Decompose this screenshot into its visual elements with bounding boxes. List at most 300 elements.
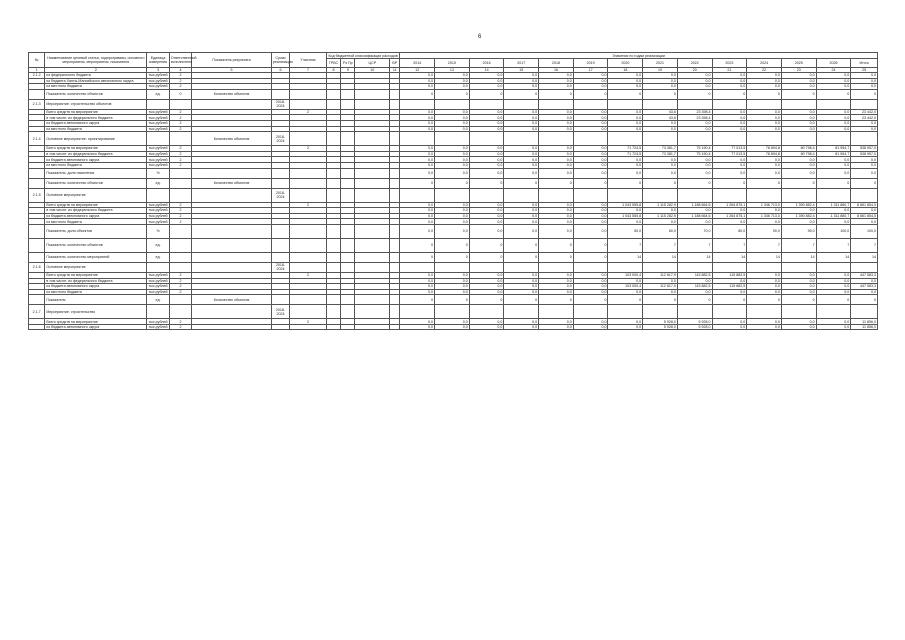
budget-table [28, 52, 878, 330]
cell-year-value [400, 262, 435, 272]
cell-year-value: 0,0 [781, 162, 816, 168]
cell-year-value: 0,0 [435, 213, 470, 219]
cell-b [326, 178, 340, 188]
cell-unit: тыс.рублей [148, 289, 168, 294]
year-header: 2021 [643, 59, 678, 68]
column-number: 15 [504, 68, 539, 73]
cell-e [341, 252, 355, 262]
cell-year-value: 0,0 [643, 168, 678, 178]
cell-ind: Количество объектов [192, 89, 272, 99]
cell-c: 2 [290, 146, 327, 152]
cell-year-value: 0,0 [747, 168, 782, 178]
cell-year-value: 100,0 [816, 224, 851, 238]
cell-year-value: 0,0 [469, 284, 504, 290]
cell-year-value: 0,0 [816, 115, 851, 121]
cell-ind: Количество объектов [192, 132, 272, 146]
cell-year-value: 0,0 [435, 278, 470, 284]
cell-f [355, 324, 390, 330]
cell-total: 8 661 854,5 [851, 213, 878, 219]
cell-name: из местного бюджета [45, 162, 147, 168]
cell-year-value: 0,0 [504, 272, 539, 278]
cell-year-value: 0,0 [816, 84, 851, 90]
cell-year-value: 77 013,5 [712, 146, 747, 152]
cell-a: 2 [169, 157, 191, 163]
column-number: 6 [271, 68, 289, 73]
cell-year-value: 0,0 [643, 289, 678, 295]
cell-year-value: 0,0 [400, 109, 435, 115]
cell-unit: тыс.рублей [148, 208, 168, 213]
cell-d [271, 324, 289, 330]
cell-year-value [712, 99, 747, 109]
cell-year-value: 115 882,5 [677, 272, 712, 278]
cell-year-value: 0,0 [469, 208, 504, 214]
cell-year-value: 0,0 [643, 219, 678, 225]
cell-year-value: 0,0 [504, 84, 539, 90]
cell-unit: тыс.рублей [148, 325, 168, 330]
cell-c [290, 324, 327, 330]
cell-year-value: 0 [677, 89, 712, 99]
cell-year-value [643, 132, 678, 146]
cell-year-value: 0,0 [781, 78, 816, 84]
cell-f [355, 168, 390, 178]
cell-year-value: 0,0 [747, 208, 782, 214]
cell-year-value: 0,0 [400, 284, 435, 290]
cell-year-value: 0 [435, 89, 470, 99]
cell-total: 0,0 [851, 208, 878, 214]
cell-year-value: 1 188 664,6 [677, 202, 712, 208]
column-number: 3 [147, 68, 169, 73]
cell-unit: тыс.рублей [148, 319, 168, 324]
cell-year-value: 1 311 880,7 [816, 213, 851, 219]
cell-year-value: 0,0 [539, 272, 574, 278]
cell-year-value [643, 305, 678, 319]
cell-year-value: 0 [400, 252, 435, 262]
cell-total: 0,0 [851, 289, 878, 295]
cell-ind [192, 99, 272, 109]
cell-year-value: 0,0 [747, 162, 782, 168]
cell-year-value [573, 305, 608, 319]
cell-year-value: 0,0 [539, 126, 574, 132]
column-number: 12 [400, 68, 435, 73]
cell-a: 2 [169, 146, 191, 152]
cell-year-value: 81 954,7 [816, 151, 851, 157]
cell-year-value: 95,0 [781, 224, 816, 238]
cell-year-value: 0 [469, 252, 504, 262]
cell-year-value: 103 000,4 [608, 272, 643, 278]
cell-unit: тыс.рублей [148, 84, 168, 89]
cell-year-value: 0,0 [400, 219, 435, 225]
cell-unit: ед. [147, 295, 169, 305]
cell-d [271, 252, 289, 262]
cell-year-value [712, 188, 747, 202]
cell-a: 2 [169, 202, 191, 208]
table-row [29, 238, 878, 252]
cell-name: из местного бюджета [45, 219, 147, 225]
cell-year-value: 0,0 [539, 224, 574, 238]
cell-year-value: 0,0 [573, 73, 608, 79]
column-number: 11 [390, 68, 400, 73]
cell-year-value: 7 [781, 238, 816, 252]
cell-year-value: 0 [539, 252, 574, 262]
cell-year-value: 0,0 [781, 84, 816, 90]
cell-year-value [643, 262, 678, 272]
cell-f [355, 99, 390, 109]
cell-year-value: 14 [747, 252, 782, 262]
cell-year-value: 0,0 [781, 120, 816, 126]
page-number: 6 [478, 34, 482, 40]
cell-e [341, 262, 355, 272]
cell-year-value: 0,0 [643, 208, 678, 214]
cell-year-value [747, 132, 782, 146]
cell-year-value: 0,0 [677, 162, 712, 168]
cell-year-value [504, 132, 539, 146]
cell-c [290, 238, 327, 252]
cell-unit [147, 305, 169, 319]
cell-year-value: 0,0 [539, 208, 574, 214]
cell-name: Показатель [45, 295, 147, 305]
cell-year-value [747, 99, 782, 109]
cell-year-value: 0 [608, 295, 643, 305]
cell-year-value: 0,0 [469, 319, 504, 325]
year-header: 2025 [781, 59, 816, 68]
cell-year-value: 0,0 [781, 73, 816, 79]
col-dates: Сроки реализации [271, 53, 289, 68]
cell-year-value: 0,0 [539, 109, 574, 115]
cell-e [341, 99, 355, 109]
cell-year-value: 1 115 282,9 [643, 202, 678, 208]
cell-year-value: 0,0 [435, 324, 470, 330]
cell-year-value: 0 [435, 238, 470, 252]
cell-g [390, 295, 400, 305]
cell-unit: тыс.рублей [148, 163, 168, 168]
cell-year-value [677, 262, 712, 272]
cell-year-value [712, 262, 747, 272]
year-header: 2017 [504, 59, 539, 68]
cell-unit: тыс.рублей [148, 219, 168, 224]
column-number: 8 [326, 68, 340, 73]
year-header: 2022 [677, 59, 712, 68]
cell-unit: тыс.рублей [148, 110, 168, 115]
cell-f [355, 132, 390, 146]
cell-year-value: 0,0 [504, 319, 539, 325]
cell-unit [147, 188, 169, 202]
cell-year-value: 0,0 [608, 208, 643, 214]
cell-year-value [677, 132, 712, 146]
cell-unit: % [147, 168, 169, 178]
cell-ind: Количество объектов [192, 178, 272, 188]
cell-year-value: 0,0 [539, 157, 574, 163]
table-row [29, 324, 878, 330]
cell-year-value: 0,0 [816, 324, 851, 330]
cell-year-value [608, 99, 643, 109]
cell-year-value: 0 [781, 295, 816, 305]
cell-year-value: 23 398,4 [677, 115, 712, 121]
cell-year-value: 0,0 [747, 115, 782, 121]
cell-unit: ед. [147, 238, 169, 252]
cell-ind [192, 168, 272, 178]
cell-year-value: 0,0 [608, 324, 643, 330]
column-number: 24 [816, 68, 851, 73]
cell-name: из бюджета Ханты-Мансийского автономного округа [45, 78, 147, 84]
cell-year-value [816, 99, 851, 109]
cell-year-value: 0 [677, 178, 712, 188]
table-row [29, 252, 878, 262]
cell-total: 0,0 [851, 278, 878, 284]
cell-year-value: 0,0 [677, 84, 712, 90]
cell-year-value: 1 188 664,6 [677, 213, 712, 219]
cell-year-value: 0,0 [608, 126, 643, 132]
cell-year-value: 0,0 [608, 162, 643, 168]
sub-header: ГРБС [326, 59, 340, 68]
cell-year-value: 0,0 [504, 151, 539, 157]
cell-year-value: 0 [504, 238, 539, 252]
cell-c [290, 262, 327, 272]
cell-year-value: 0,0 [573, 272, 608, 278]
cell-year-value: 7 [677, 238, 712, 252]
cell-year-value: 0,0 [435, 168, 470, 178]
cell-total: 23 442,0 [851, 115, 878, 121]
cell-g [390, 324, 400, 330]
cell-year-value: 0,0 [712, 78, 747, 84]
cell-n [29, 324, 45, 330]
cell-name: в том числе: из федерального бюджета [45, 115, 147, 121]
cell-year-value: 0,0 [643, 120, 678, 126]
cell-year-value: 0,0 [469, 289, 504, 295]
cell-year-value: 0 [573, 238, 608, 252]
cell-year-value: 0,0 [504, 126, 539, 132]
cell-b [326, 99, 340, 109]
cell-a [169, 99, 191, 109]
year-header: 2018 [539, 59, 574, 68]
cell-year-value: 0,0 [747, 324, 782, 330]
cell-year-value [539, 188, 574, 202]
cell-year-value: 0,0 [469, 73, 504, 79]
cell-year-value [539, 132, 574, 146]
cell-ind [192, 305, 272, 319]
cell-year-value: 0,0 [712, 324, 747, 330]
cell-year-value: 0,0 [781, 219, 816, 225]
cell-unit: тыс.рублей [148, 284, 168, 289]
cell-year-value: 0,0 [712, 84, 747, 90]
cell-year-value: 0,0 [469, 202, 504, 208]
cell-year-value [573, 99, 608, 109]
cell-year-value: 0,0 [539, 78, 574, 84]
cell-year-value: 1 043 555,8 [608, 202, 643, 208]
cell-year-value: 0,0 [573, 84, 608, 90]
cell-n [29, 252, 45, 262]
cell-total: 0 [851, 295, 878, 305]
cell-year-value: 73 381,7 [643, 151, 678, 157]
cell-total: 0,0 [851, 157, 878, 163]
cell-year-value: 0,0 [435, 289, 470, 295]
cell-year-value [747, 305, 782, 319]
cell-b [326, 224, 340, 238]
cell-g [390, 238, 400, 252]
year-header: 2024 [747, 59, 782, 68]
program-table [28, 52, 878, 598]
cell-d [271, 238, 289, 252]
cell-year-value: 0,0 [816, 168, 851, 178]
column-number: 13 [435, 68, 470, 73]
sub-header: ЦСР [355, 59, 390, 68]
cell-year-value: 0,0 [400, 73, 435, 79]
cell-year-value: 0,0 [435, 115, 470, 121]
column-number: 10 [355, 68, 390, 73]
cell-name: из бюджета автономного округа [45, 324, 147, 330]
cell-year-value: 0,0 [643, 162, 678, 168]
col-num: № [29, 53, 45, 68]
year-header: 2015 [435, 59, 470, 68]
cell-a: 2 [169, 126, 191, 132]
cell-total [851, 132, 878, 146]
cell-year-value: 1 264 875,1 [712, 202, 747, 208]
cell-name: в том числе: из федерального бюджета [45, 208, 147, 214]
cell-year-value: 0,0 [469, 157, 504, 163]
cell-ind [192, 252, 272, 262]
cell-year-value: 0,0 [677, 126, 712, 132]
cell-total: 447 583,3 [851, 272, 878, 278]
cell-year-value: 0,0 [400, 213, 435, 219]
table-row [29, 168, 878, 178]
cell-name: из федерального бюджета [45, 73, 147, 79]
cell-year-value: 7 [608, 238, 643, 252]
cell-a [169, 188, 191, 202]
table-row [29, 305, 878, 319]
cell-year-value: 0,0 [781, 272, 816, 278]
cell-year-value: 0 [712, 295, 747, 305]
col-participant: Участник [290, 53, 327, 68]
cell-year-value [712, 305, 747, 319]
cell-year-value: 0,0 [608, 84, 643, 90]
cell-a [169, 262, 191, 272]
cell-year-value: 1 043 555,8 [608, 213, 643, 219]
cell-e [341, 324, 355, 330]
cell-year-value: 0,0 [816, 289, 851, 295]
cell-year-value: 1 346 713,0 [747, 202, 782, 208]
cell-year-value: 0,0 [469, 109, 504, 115]
cell-total: 11 856,0 [851, 319, 878, 325]
cell-d [271, 89, 289, 99]
cell-year-value: 0,0 [469, 272, 504, 278]
cell-year-value [677, 305, 712, 319]
cell-year-value [608, 262, 643, 272]
cell-year-value: 1 264 875,1 [712, 213, 747, 219]
cell-a [169, 252, 191, 262]
cell-year-value: 0,0 [573, 219, 608, 225]
cell-year-value: 0,0 [781, 284, 816, 290]
cell-c: 2 [290, 202, 327, 208]
cell-total: 538 957,0 [851, 146, 878, 152]
cell-year-value: 0,0 [435, 84, 470, 90]
cell-b [326, 238, 340, 252]
cell-year-value: 71 724,5 [608, 146, 643, 152]
sub-header: Рз Пр [341, 59, 355, 68]
cell-e [341, 89, 355, 99]
cell-year-value: 0,0 [608, 289, 643, 295]
cell-year-value: 60,0 [643, 224, 678, 238]
cell-b [326, 89, 340, 99]
cell-year-value: 7 [643, 238, 678, 252]
cell-year-value: 77 013,5 [712, 151, 747, 157]
cell-year-value: 0,0 [504, 73, 539, 79]
cell-year-value: 0,0 [747, 284, 782, 290]
table-row [29, 295, 878, 305]
column-number: 5 [192, 68, 272, 73]
cell-a: 2 [169, 73, 191, 79]
cell-year-value: 0,0 [608, 73, 643, 79]
cell-e [341, 224, 355, 238]
cell-year-value: 0,0 [573, 213, 608, 219]
cell-year-value: 0,0 [469, 78, 504, 84]
cell-year-value: 0,0 [435, 202, 470, 208]
cell-c [290, 89, 327, 99]
cell-year-value: 0 [573, 178, 608, 188]
cell-d: 2018-2024 [271, 262, 289, 272]
cell-year-value: 0,0 [747, 319, 782, 325]
table-row [29, 262, 878, 272]
cell-year-value: 0,0 [435, 146, 470, 152]
cell-year-value: 0,0 [643, 126, 678, 132]
cell-unit: % [147, 224, 169, 238]
cell-year-value: 0 [747, 178, 782, 188]
cell-year-value: 5 928,0 [677, 324, 712, 330]
cell-year-value: 0,0 [435, 272, 470, 278]
cell-unit: ед. [147, 178, 169, 188]
cell-year-value: 0,0 [781, 208, 816, 214]
cell-year-value: 0,0 [539, 84, 574, 90]
cell-year-value [435, 99, 470, 109]
cell-a [169, 238, 191, 252]
cell-year-value [504, 188, 539, 202]
cell-year-value: 0,0 [573, 319, 608, 325]
cell-year-value [816, 188, 851, 202]
cell-year-value [400, 132, 435, 146]
cell-year-value: 5 928,0 [643, 324, 678, 330]
cell-year-value: 0,0 [747, 73, 782, 79]
cell-unit: тыс.рублей [148, 78, 168, 83]
cell-year-value: 0,0 [608, 278, 643, 284]
column-number: 1 [29, 68, 45, 73]
cell-year-value [504, 262, 539, 272]
cell-year-value [400, 188, 435, 202]
cell-year-value [400, 305, 435, 319]
cell-year-value: 0,0 [747, 272, 782, 278]
cell-c [290, 252, 327, 262]
cell-f [355, 224, 390, 238]
cell-year-value: 43,6 [643, 115, 678, 121]
cell-year-value: 0,0 [781, 126, 816, 132]
cell-year-value: 0,0 [816, 126, 851, 132]
cell-year-value: 0,0 [435, 224, 470, 238]
cell-year-value: 0 [469, 295, 504, 305]
cell-year-value: 0,0 [469, 84, 504, 90]
cell-f [355, 252, 390, 262]
cell-year-value: 0 [781, 89, 816, 99]
cell-a: 2 [169, 151, 191, 157]
cell-year-value: 0 [643, 295, 678, 305]
cell-d: 2018-2024 [271, 99, 289, 109]
col-name: Наименование целевой статьи, подпрограммы, основного мероприятия, мероприятия, показателя [45, 53, 147, 68]
cell-n [29, 178, 45, 188]
cell-year-value: 0,0 [469, 115, 504, 121]
year-header: 2016 [469, 59, 504, 68]
cell-year-value: 0,0 [400, 146, 435, 152]
cell-year-value: 1 390 882,4 [781, 202, 816, 208]
cell-year-value: 0,0 [469, 151, 504, 157]
cell-name: Показатель: количество объектов [45, 89, 147, 99]
col-resp: Ответственный исполнитель [169, 53, 191, 68]
cell-c [290, 132, 327, 146]
